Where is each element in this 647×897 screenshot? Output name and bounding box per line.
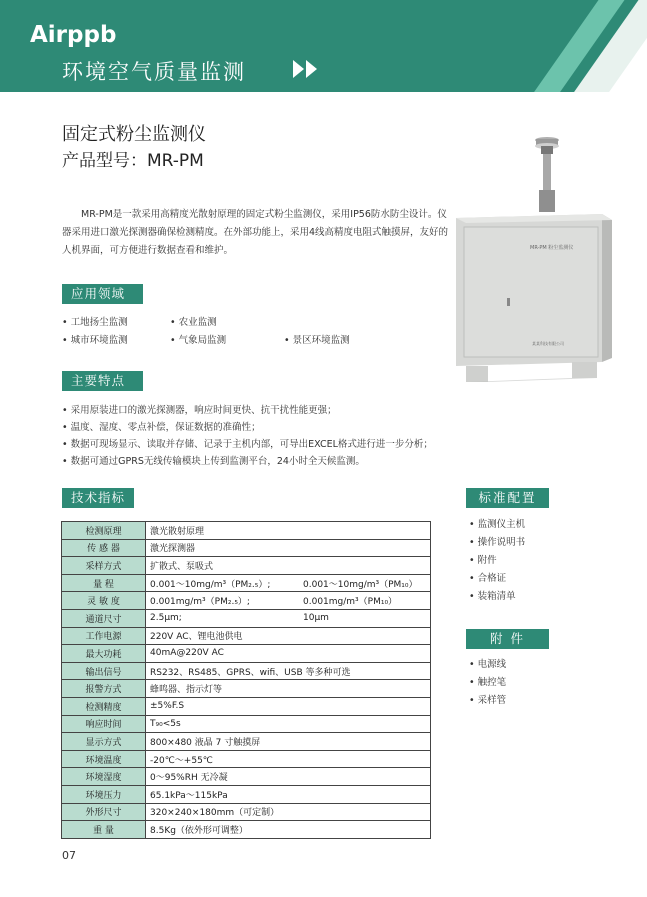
table-row: [62, 803, 431, 821]
table-row: [62, 785, 431, 803]
list-item: • 农业监测: [170, 317, 217, 328]
spec-table: [61, 521, 431, 839]
spec-value: 2.5μm;: [150, 613, 182, 624]
spec-value: -20℃～+55℃: [146, 750, 431, 768]
spec-value-pair: [146, 609, 431, 627]
list-item: • 监测仪主机: [469, 519, 526, 530]
spec-value: 蜂鸣器、指示灯等: [146, 680, 431, 698]
section-accessories: [466, 629, 549, 649]
spec-value: 320×240×180mm（可定制）: [146, 803, 431, 821]
section-standard: [466, 488, 549, 508]
table-row: [62, 574, 431, 592]
section-heading: 标准配置: [478, 490, 537, 505]
spec-value: 65.1kPa～115kPa: [146, 785, 431, 803]
spec-label: 环境湿度: [62, 768, 146, 786]
spec-value: 扩散式、泵吸式: [146, 557, 431, 575]
spec-value: 10μm: [303, 613, 329, 624]
spec-value: RS232、RS485、GPRS、wifi、USB 等多种可选: [146, 662, 431, 680]
table-row: [62, 592, 431, 610]
spec-value: 800×480 液晶 7 寸触摸屏: [146, 733, 431, 751]
spec-value: ±5%F.S: [146, 697, 431, 715]
spec-label: 检测原理: [62, 522, 146, 540]
list-item: • 采样管: [469, 695, 507, 706]
device-footer: 某某科技有限公司: [532, 341, 564, 346]
product-title: 固定式粉尘监测仪: [62, 124, 206, 145]
spec-label: 显示方式: [62, 733, 146, 751]
table-row: [62, 697, 431, 715]
brand-logo: Airppb: [30, 22, 117, 48]
list-item: • 附件: [469, 555, 497, 566]
header-banner: [0, 0, 647, 92]
spec-value: 40mA@220V AC: [146, 645, 431, 663]
device-label: MR-PM 粉尘监测仪: [530, 245, 574, 251]
list-item: • 景区环境监测: [284, 335, 350, 346]
spec-label: 传 感 器: [62, 539, 146, 557]
device-illustration: [452, 130, 622, 390]
list-item: • 操作说明书: [469, 537, 526, 548]
table-row: [62, 680, 431, 698]
section-specs: [62, 488, 134, 508]
spec-value: 激光散射原理: [146, 522, 431, 540]
table-row: [62, 627, 431, 645]
spec-label: 环境温度: [62, 750, 146, 768]
spec-label: 外形尺寸: [62, 803, 146, 821]
list-item: • 数据可现场显示、读取并存储、记录于主机内部，可导出EXCEL格式进行进一步分析；: [62, 439, 433, 450]
spec-label: 报警方式: [62, 680, 146, 698]
spec-value: 0～95%RH 无冷凝: [146, 768, 431, 786]
section-heading: 主要特点: [71, 373, 126, 388]
table-row: [62, 662, 431, 680]
spec-value: 0.001～10mg/m³（PM₂.₅）;: [150, 579, 271, 590]
list-item: • 城市环境监测: [62, 335, 128, 346]
spec-value: 220V AC、锂电池供电: [146, 627, 431, 645]
table-row: [62, 715, 431, 733]
section-features: [62, 371, 143, 391]
spec-label: 灵 敏 度: [62, 592, 146, 610]
standard-list: [469, 516, 525, 606]
spec-value: 激光探测器: [146, 539, 431, 557]
product-intro: MR-PM是一款采用高精度光散射原理的固定式粉尘监测仪，采用IP56防水防尘设计。仪器采用进口激光探测器确保检测精度。在外部功能上，采用4线高精度电阻式触摸屏，友好的人机界面，可方便进行数据查看和维护。: [62, 209, 449, 256]
header-subtitle: 环境空气质量监测: [62, 60, 246, 84]
section-heading: 应用领域: [71, 286, 126, 301]
table-row: [62, 821, 431, 839]
list-item: • 触控笔: [469, 677, 507, 688]
spec-label: 检测精度: [62, 697, 146, 715]
spec-label: 重 量: [62, 821, 146, 839]
list-item: • 合格证: [469, 573, 507, 584]
list-item: • 温度、湿度、零点补偿，保证数据的准确性；: [62, 422, 261, 433]
spec-label: 通道尺寸: [62, 609, 146, 627]
table-row: [62, 557, 431, 575]
list-item: • 采用原装进口的激光探测器，响应时间更快、抗干扰性能更强；: [62, 405, 337, 416]
spec-label: 环境压力: [62, 785, 146, 803]
list-item: • 电源线: [469, 659, 507, 670]
table-row: [62, 522, 431, 540]
spec-label: 最大功耗: [62, 645, 146, 663]
table-row: [62, 768, 431, 786]
page-number: 07: [62, 849, 76, 862]
list-item: • 工地扬尘监测: [62, 317, 128, 328]
table-row: [62, 609, 431, 627]
spec-label: 响应时间: [62, 715, 146, 733]
list-item: • 气象局监测: [170, 335, 227, 346]
section-heading: 附 件: [490, 631, 525, 646]
table-row: [62, 539, 431, 557]
table-row: [62, 645, 431, 663]
spec-label: 采样方式: [62, 557, 146, 575]
accessories-list: [469, 656, 506, 710]
table-row: [62, 733, 431, 751]
spec-value-pair: [146, 574, 431, 592]
spec-value: 0.001～10mg/m³（PM₁₀）: [303, 579, 418, 590]
spec-label: 输出信号: [62, 662, 146, 680]
spec-value: T₉₀<5s: [146, 715, 431, 733]
product-model: 产品型号：MR-PM: [62, 151, 204, 171]
spec-label: 工作电源: [62, 627, 146, 645]
spec-value: 8.5Kg（依外形可调整）: [146, 821, 431, 839]
section-application: [62, 284, 143, 304]
list-item: • 装箱清单: [469, 591, 516, 602]
spec-value: 0.001mg/m³（PM₂.₅）;: [150, 597, 250, 608]
section-heading: 技术指标: [71, 490, 126, 505]
double-arrow-icon: [293, 60, 319, 78]
spec-label: 量 程: [62, 574, 146, 592]
list-item: • 数据可通过GPRS无线传输模块上传到监测平台，24小时全天候监测。: [62, 456, 365, 467]
spec-value: 0.001mg/m³（PM₁₀）: [303, 597, 398, 608]
table-row: [62, 750, 431, 768]
spec-value-pair: [146, 592, 431, 610]
